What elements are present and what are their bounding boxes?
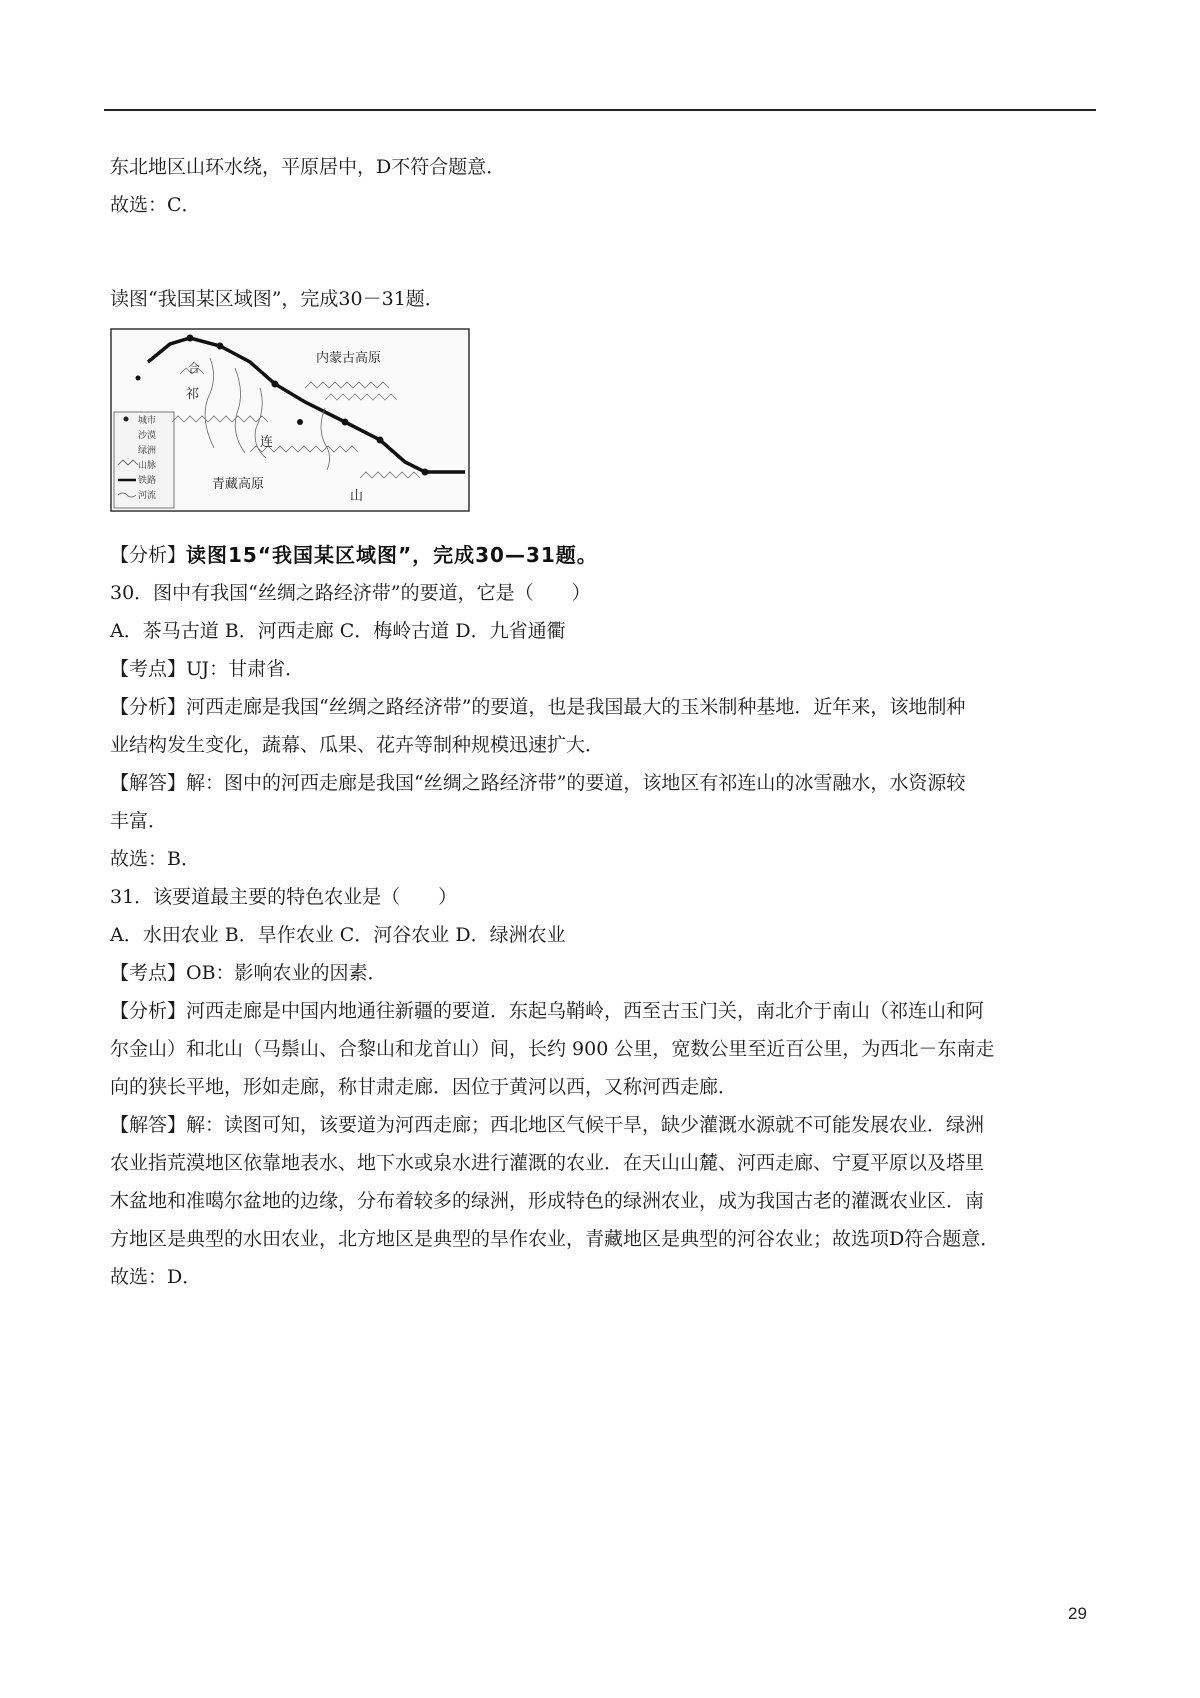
city-icon (422, 469, 429, 476)
text-line: 东北地区山环水绕，平原居中，D不符合题意． (110, 156, 506, 178)
label-shan: 山 (350, 489, 364, 504)
legend-river: 河流 (138, 491, 157, 501)
answer-line: 故选：C． (110, 194, 201, 216)
city-icon (272, 381, 279, 388)
label-qinghai-tibet-plateau: 青藏高原 (212, 477, 265, 492)
q30-solution: 丰富． (110, 810, 168, 832)
analysis-prefix: 【分析】 (110, 544, 187, 566)
label-he: 合 (188, 361, 201, 375)
region-map-image (110, 328, 470, 512)
q31-solution: 方地区是典型的水田农业，北方地区是典型的旱作农业，青藏地区是典型的河谷农业；故选项D符合题意． (110, 1228, 1000, 1250)
q30-analysis: 业结构发生变化，蔬幕、瓜果、花卉等制种规模迅速扩大． (110, 734, 605, 756)
label-inner-mongolia-plateau: 内蒙古高原 (316, 351, 382, 366)
q30-solution: 【解答】解：图中的河西走廊是我国“丝绸之路经济带”的要道，该地区有祁连山的冰雪融水，水资源较 (110, 772, 966, 794)
q31-kaodian: 【考点】OB：影响农业的因素． (110, 962, 387, 984)
city-icon (342, 419, 349, 426)
q31-solution: 木盆地和准噶尔盆地的边缘，分布着较多的绿洲，形成特色的绿洲农业，成为我国古老的灌溉农业区．南 (110, 1190, 985, 1212)
city-icon (377, 437, 384, 444)
legend-city-icon (124, 417, 129, 422)
q30-kaodian: 【考点】UJ：甘肃省． (110, 658, 305, 680)
label-qi: 祁 (186, 387, 200, 402)
legend-oasis: 绿洲 (138, 446, 157, 456)
q31-stem: 31．该要道最主要的特色农业是（ ） (110, 886, 458, 908)
question-intro: 读图“我国某区域图”，完成30－31题． (110, 288, 444, 310)
q31-answer: 故选：D． (110, 1266, 202, 1288)
legend-desert: 沙漠 (138, 431, 157, 441)
legend-mountain: 山脉 (138, 461, 157, 471)
city-icon (187, 335, 194, 342)
q31-solution: 农业指荒漠地区依靠地表水、地下水或泉水进行灌溉的农业．在天山山麓、河西走廊、宁夏平原以及塔里 (110, 1152, 985, 1174)
q30-answer: 故选：B． (110, 848, 200, 870)
analysis-banner (110, 536, 1095, 574)
legend-railway: 铁路 (138, 476, 157, 486)
q31-solution: 【解答】解：读图可知，该要道为河西走廊；西北地区气候干旱，缺少灌溉水源就不可能发展农业．绿洲 (110, 1114, 985, 1136)
header-rule (104, 109, 1096, 111)
q30-stem: 30．图中有我国“丝绸之路经济带”的要道，它是（ ） (110, 582, 591, 604)
legend-city: 城市 (138, 416, 157, 426)
q30-options: A．茶马古道 B．河西走廊 C．梅岭古道 D．九省通衢 (110, 620, 566, 642)
region-map (110, 328, 470, 512)
q30-analysis: 【分析】河西走廊是我国“丝绸之路经济带”的要道，也是我国最大的玉米制种基地．近年来，该地制种 (110, 696, 966, 718)
city-icon (297, 419, 303, 425)
q31-analysis: 尔金山）和北山（马鬃山、合黎山和龙首山）间，长约 900 公里，宽数公里至近百公里，为西北－东南走 (110, 1038, 995, 1060)
analysis-banner-image-text: 读图15“我国某区域图”，完成30—31题。 (186, 543, 598, 567)
city-icon (136, 376, 141, 381)
label-lian: 连 (260, 435, 274, 450)
page-number: 29 (1068, 1604, 1087, 1623)
q31-options: A．水田农业 B．旱作农业 C．河谷农业 D．绿洲农业 (110, 924, 566, 946)
page-content (110, 148, 1095, 1296)
city-icon (217, 343, 224, 350)
q31-analysis: 【分析】河西走廊是中国内地通往新疆的要道．东起乌鞘岭，西至古玉门关，南北介于南山（祁连山和阿 (110, 1000, 985, 1022)
q31-analysis: 向的狭长平地，形如走廊，称甘肃走廊．因位于黄河以西，又称河西走廊． (110, 1076, 738, 1098)
